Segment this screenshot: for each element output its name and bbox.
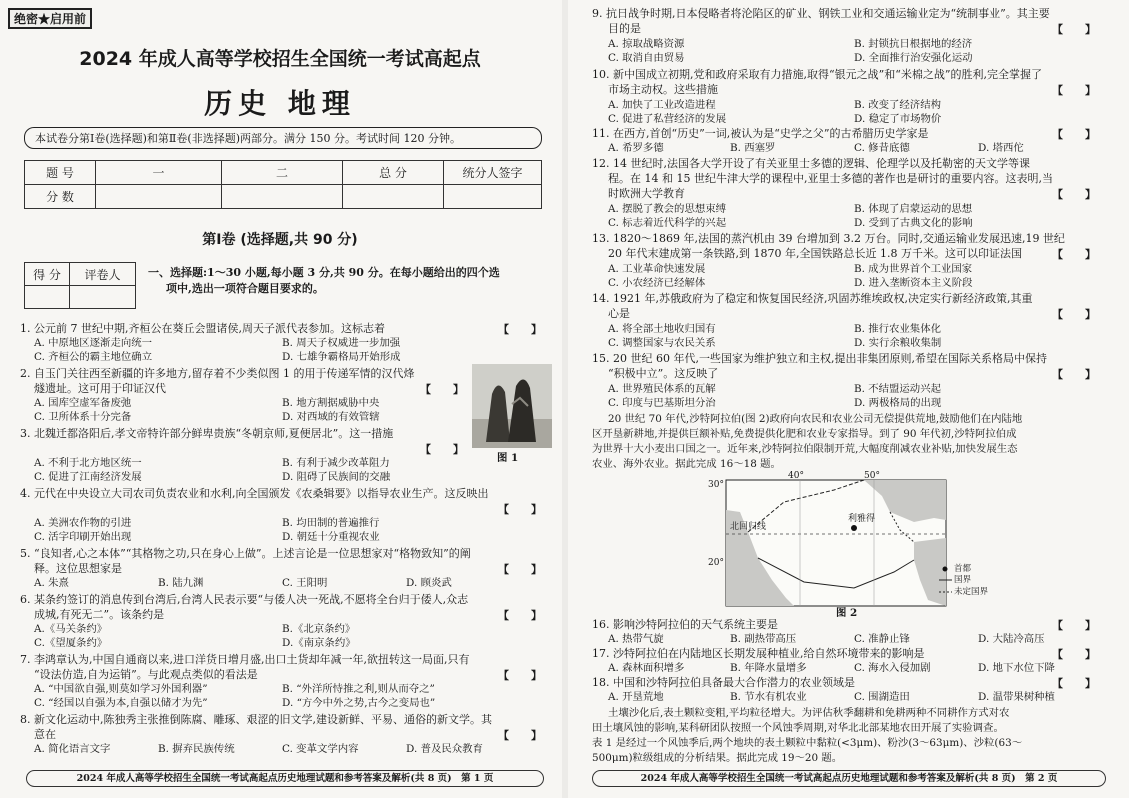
score-cell: 统分人签字 [444,161,542,185]
option[interactable]: C. 促进了私营经济的发展 [608,113,727,125]
answer-bracket[interactable]: 【 】 [1052,648,1096,661]
map-lon-label: 50° [864,471,880,481]
answer-bracket[interactable]: 【 】 [1052,619,1096,632]
grader-box [24,262,136,309]
answer-bracket[interactable]: 【 】 [1052,128,1096,141]
option[interactable]: D. 进入垄断资本主义阶段 [854,277,973,289]
question-3-stem: 3. 北魏迁都洛阳后,孝文帝特许部分鲜卑贵族“冬朝京师,夏便居北”。这一措施 [20,427,394,440]
passage-line: 500μm)粒级组成的分析结果。据此完成 19～20 题。 [592,752,843,764]
option[interactable]: B. 封锁抗日根据地的经济 [854,38,973,50]
score-input-cell[interactable] [222,185,343,209]
answer-bracket[interactable]: 【 】 [498,669,542,682]
grader-score-input[interactable] [25,286,70,309]
answer-bracket[interactable]: 【 】 [1052,368,1096,381]
score-cell: 一 [96,161,222,185]
option[interactable]: A. 朱熹 [34,577,69,589]
question-8-stem: 意在 [34,728,56,741]
option[interactable]: C. 活字印刷开始出现 [34,531,132,543]
option[interactable]: B. 有利于减少改革阻力 [282,457,390,469]
option[interactable]: B. 西塞罗 [730,142,776,154]
question-7-stem: 7. 李鸿章认为,中国自通商以来,进口洋货日增月盛,出口土货却年减一年,欲扭转这一局面,只有 [20,653,470,666]
map-lon-label: 40° [788,471,804,481]
instruction: 项中,选出一项符合题目要求的。 [166,282,324,295]
question-9-stem: 9. 抗日战争时期,日本侵略者将沦陷区的矿业、钢铁工业和交通运输业定为“统制事业”。其主要 [592,7,1050,20]
option[interactable]: D. 普及民众教育 [406,743,483,755]
question-7-stem: “设法仿造,自为运销”。与此观点类似的看法是 [34,668,258,681]
option[interactable]: B. 摒弃民族传统 [158,743,235,755]
score-cell: 题 号 [25,161,96,185]
page-footer: 2024 年成人高等学校招生全国统一考试高起点历史地理试题和参考答案及解析(共 8 页) 第 2 页 [592,770,1106,787]
answer-bracket[interactable]: 【 】 [498,609,542,622]
answer-bracket[interactable]: 【 】 [498,729,542,742]
question-12-stem: 程。在 14 和 15 世纪牛津大学的课程中,亚里士多德的著作也是研讨的重要内容。这表明,当 [608,172,1053,185]
map-capital-label: 利雅得 [848,514,876,524]
saudi-arabia-map [714,472,984,608]
option[interactable]: D. 七雄争霸格局开始形成 [282,351,401,363]
subject-title: 历史 地理 [204,87,356,120]
option[interactable]: A. 不利于北方地区统一 [34,457,142,469]
score-input-cell[interactable] [96,185,222,209]
option[interactable]: A.《马关条约》 [34,623,108,635]
map-lat-label: 30° [708,480,724,490]
question-13-stem: 20 年代末建成第一条铁路,到 1870 年,全国铁路总长近 1.8 万千米。这可以印证法国 [608,247,1022,260]
score-input-cell[interactable] [343,185,444,209]
score-cell: 分 数 [25,185,96,209]
answer-bracket[interactable]: 【 】 [498,563,542,576]
passage-line: 区开垦新耕地,并提供巨额补贴,免费提供化肥和农业专家指导。到了 90 年代初,沙特阿拉伯成 [592,428,1017,440]
question-1-stem: 1. 公元前 7 世纪中期,齐桓公在葵丘会盟诸侯,周天子派代表参加。这标志着 [20,322,385,335]
confidential-badge: 绝密★启用前 [8,8,92,29]
option[interactable]: A. 希罗多德 [608,142,664,154]
score-table [24,160,542,209]
option[interactable]: A. 将全部土地收归国有 [608,323,716,335]
answer-bracket[interactable]: 【 】 [420,443,464,456]
option[interactable]: C. 齐桓公的霸主地位确立 [34,351,153,363]
option[interactable]: C. 王阳明 [282,577,328,589]
passage-line: 表 1 是经过一个风蚀季后,两个地块的表土颗粒中黏粒(<3μm)、粉沙(3～63μm)、沙粒(63～ [592,737,1023,749]
page-2 [568,0,1129,798]
option[interactable]: B. 改变了经济结构 [854,99,941,111]
option[interactable]: A. 工业革命快速发展 [608,263,706,275]
option[interactable]: C. 围湖造田 [854,691,910,703]
option[interactable]: B. 年降水量增多 [730,662,807,674]
passage-line: 为世界十大小麦出口国之一。近年来,沙特阿拉伯限制开荒,大幅度削减农业补贴,加快发展生态 [592,443,1018,455]
option[interactable]: A. 加快了工业改造进程 [608,99,716,111]
option[interactable]: D. 塔西佗 [978,142,1024,154]
question-16-stem: 16. 影响沙特阿拉伯的天气系统主要是 [592,618,778,631]
option[interactable]: B.《北京条约》 [282,623,356,635]
option[interactable]: D. 地下水位下降 [978,662,1055,674]
question-13-stem: 13. 1820～1869 年,法国的蒸汽机由 39 台增加到 3.2 万台。同时,交通运输业发展迅速,19 世纪 [592,232,1065,245]
option[interactable]: C. 印度与巴基斯坦分治 [608,397,716,409]
option[interactable]: C. 修昔底德 [854,142,910,154]
score-cell: 总 分 [343,161,444,185]
option[interactable]: A. 世界殖民体系的瓦解 [608,383,716,395]
figure-2-map [708,471,989,608]
option[interactable]: B. 推行农业集体化 [854,323,941,335]
grader-reviewer-label: 评卷人 [70,263,136,286]
question-4-stem: 4. 元代在中央设立大司农司负责农业和水利,向全国颁发《农桑辑要》以指导农业生产。这反映出 [20,487,489,500]
question-11-stem: 11. 在西方,首创“历史”一词,被认为是“史学之父”的古希腊历史学家是 [592,127,929,140]
option[interactable]: C. 标志着近代科学的兴起 [608,217,727,229]
answer-bracket[interactable]: 【 】 [1052,23,1096,36]
grader-score-label: 得 分 [25,263,70,286]
option[interactable]: C.《望厦条约》 [34,637,108,649]
question-9-stem: 目的是 [608,22,641,35]
option[interactable]: D. 朝廷十分重视农业 [282,531,380,543]
passage-line: 20 世纪 70 年代,沙特阿拉伯(图 2)政府向农民和农业公司无偿提供荒地,鼓励他们在内陆地 [608,413,1023,425]
answer-bracket[interactable]: 【 】 [420,383,464,396]
score-cell: 二 [222,161,343,185]
exam-title: 2024 年成人高等学校招生全国统一考试高起点 [79,48,481,70]
option[interactable]: B. 节水有机农业 [730,691,807,703]
option[interactable]: D. 对西域的有效管辖 [282,411,380,423]
question-6-stem: 成城,有死无二”。该条约是 [34,608,165,621]
option[interactable]: C. 卫所体系十分完备 [34,411,132,423]
map-legend-undefined-border: 未定国界 [954,587,989,597]
option[interactable]: D. 全面推行治安强化运动 [854,52,973,64]
figure-1-caption: 图 1 [497,452,519,464]
option[interactable]: D. 顾炎武 [406,577,452,589]
option[interactable]: A. 中原地区逐渐走向统一 [34,337,153,349]
option[interactable]: C. 准静止锋 [854,633,910,645]
question-12-stem: 时欧洲大学教育 [608,187,685,200]
question-17-stem: 17. 沙特阿拉伯在内陆地区长期发展种植业,给自然环境带来的影响是 [592,647,925,660]
question-14-stem: 心是 [608,307,630,320]
map-legend-border: 国界 [954,575,972,585]
answer-bracket[interactable]: 【 】 [498,503,542,516]
option[interactable]: B. 均田制的普遍推行 [282,517,380,529]
score-table-header-row [25,161,542,185]
question-15-stem: “积极中立”。这反映了 [608,367,719,380]
option[interactable]: B. 副热带高压 [730,633,797,645]
beacon-tower-image [472,364,552,448]
question-10-stem: 市场主动权。这些措施 [608,83,718,96]
question-5-stem: 释。这位思想家是 [34,562,122,575]
map-lat-label: 20° [708,558,724,568]
option[interactable]: B. 周天子权威进一步加强 [282,337,401,349]
question-5-stem: 5. “良知者,心之本体”“其格物之功,只在身心上做”。上述言论是一位思想家对“格物致知”的阐 [20,547,471,560]
option[interactable]: A. 国库空虚军备废弛 [34,397,132,409]
option[interactable]: D.《南京条约》 [282,637,356,649]
question-12-stem: 12. 14 世纪时,法国各大学开设了有关亚里士多德的逻辑、伦理学以及托勒密的天文学等课 [592,157,1030,170]
answer-bracket[interactable]: 【 】 [1052,188,1096,201]
option[interactable]: C. 小农经济已经解体 [608,277,706,289]
question-10-stem: 10. 新中国成立初期,党和政府采取有力措施,取得“银元之战”和“米棉之战”的胜利,完全掌握了 [592,68,1042,81]
option[interactable]: C. 调整国家与农民关系 [608,337,716,349]
option[interactable]: D. 大陆冷高压 [978,633,1045,645]
figure-2-caption: 图 2 [836,607,858,619]
exam-notice: 本试卷分第Ⅰ卷(选择题)和第Ⅱ卷(非选择题)两部分。满分 150 分。考试时间 120 分钟。 [24,127,542,149]
passage-line: 田土壤风蚀的影响,某科研团队按照一个风蚀季周期,对华北北部某地农田开展了实验调查。 [592,722,1004,734]
option[interactable]: D. 阻碍了民族间的交融 [282,471,391,483]
answer-bracket[interactable]: 【 】 [1052,677,1096,690]
option[interactable]: A. “中国欲自强,则莫如学习外国利器” [34,683,208,695]
map-tropic-label: 北回归线 [730,522,767,532]
option[interactable]: B. 地方割据威胁中央 [282,397,380,409]
option[interactable]: A. 掠取战略资源 [608,38,685,50]
page-footer: 2024 年成人高等学校招生全国统一考试高起点历史地理试题和参考答案及解析(共 8 页) 第 1 页 [26,770,544,787]
option[interactable]: A. 摆脱了教会的思想束缚 [608,203,727,215]
option[interactable]: A. 热带气旋 [608,633,664,645]
option[interactable]: B. “外洋所恃推之利,则从而夺之” [282,683,435,695]
map-legend-capital: 首都 [954,564,972,574]
question-15-stem: 15. 20 世纪 60 年代,一些国家为维护独立和主权,提出非集团原则,希望在国际关系格局中保持 [592,352,1047,365]
option[interactable]: D. 温带果树种植 [978,691,1055,703]
section-title: 第Ⅰ卷 (选择题,共 90 分) [202,232,358,248]
option[interactable]: C. 取消自由贸易 [608,52,685,64]
question-6-stem: 6. 某条约签订的消息传到台湾后,台湾人民表示要“与倭人决一死战,不愿将全台归于倭人,众志 [20,593,469,606]
grader-reviewer-input[interactable] [70,286,136,309]
option[interactable]: D. “方今中外之势,古今之变局也” [282,697,436,709]
answer-bracket[interactable]: 【 】 [1052,84,1096,97]
score-table-score-row [25,185,542,209]
page-1 [0,0,562,798]
option[interactable]: A. 开垦荒地 [608,691,664,703]
answer-bracket[interactable]: 【 】 [1052,308,1096,321]
option[interactable]: A. 森林面积增多 [608,662,685,674]
option[interactable]: A. 美洲农作物的引进 [34,517,132,529]
option[interactable]: D. 实行余粮收集制 [854,337,942,349]
option[interactable]: B. 不结盟运动兴起 [854,383,941,395]
figure-1-image [472,364,552,448]
option[interactable]: B. 体现了启蒙运动的思想 [854,203,973,215]
answer-bracket[interactable]: 【 】 [1052,248,1096,261]
option[interactable]: A. 简化语言文字 [34,743,111,755]
option[interactable]: B. 陆九渊 [158,577,204,589]
question-2-stem: 燧遗址。这可用于印证汉代 [34,382,166,395]
option[interactable]: C. 促进了江南经济发展 [34,471,142,483]
answer-bracket[interactable]: 【 】 [498,323,542,336]
score-input-cell[interactable] [444,185,542,209]
option[interactable]: B. 成为世界首个工业国家 [854,263,973,275]
passage-line: 农业、海外农业。据此完成 16～18 题。 [592,458,781,470]
question-18-stem: 18. 中国和沙特阿拉伯具备最大合作潜力的农业领域是 [592,676,855,689]
question-8-stem: 8. 新文化运动中,陈独秀主张推倒陈腐、雕琢、艰涩的旧文学,建设新鲜、平易、通俗的新文学。其 [20,713,492,726]
option[interactable]: C. “经国以自强为本,自强以储才为先” [34,697,208,709]
option[interactable]: C. 海水入侵加剧 [854,662,931,674]
option[interactable]: D. 两极格局的出现 [854,397,942,409]
question-14-stem: 14. 1921 年,苏俄政府为了稳定和恢复国民经济,巩固苏维埃政权,决定实行新经济政策,其重 [592,292,1033,305]
instruction: 一、选择题:1～30 小题,每小题 3 分,共 90 分。在每小题给出的四个选 [148,266,500,279]
option[interactable]: C. 变革文学内容 [282,743,359,755]
question-2-stem: 2. 自玉门关往西至新疆的许多地方,留存着不少类似图 1 的用于传递军情的汉代烽 [20,367,415,380]
option[interactable]: D. 稳定了市场物价 [854,113,942,125]
passage-line: 土壤沙化后,表土颗粒变粗,平均粒径增大。为评估秋季翻耕和免耕两种不同耕作方式对农 [608,707,1010,719]
option[interactable]: D. 受到了古典文化的影响 [854,217,973,229]
